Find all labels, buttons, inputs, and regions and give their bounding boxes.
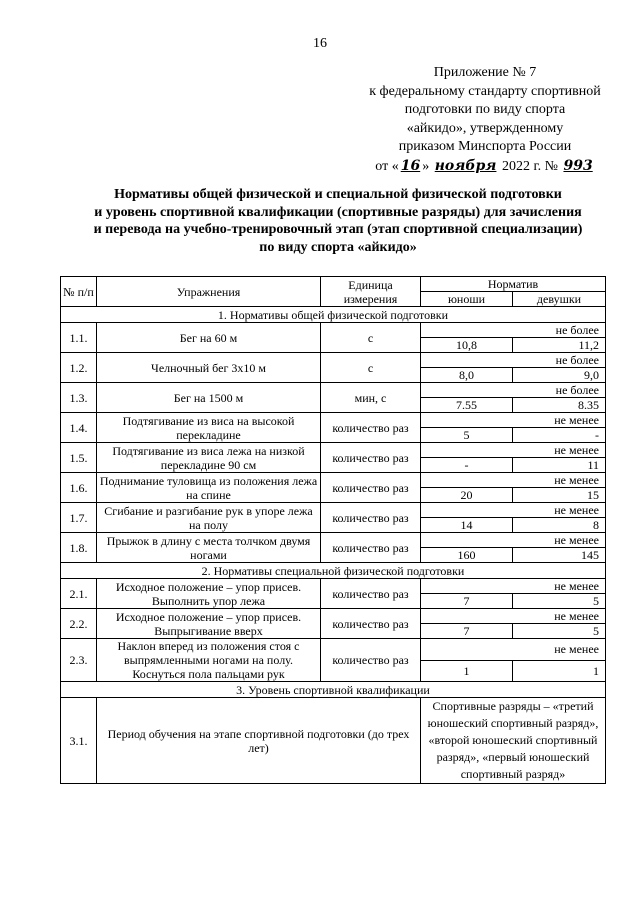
appendix-line: «айкидо», утвержденному <box>406 120 564 136</box>
row-unit: количество раз <box>321 639 421 682</box>
section-1-title: 1. Нормативы общей физической подготовки <box>61 307 606 323</box>
table-row <box>61 639 606 661</box>
title-line: по виду спорта «айкидо» <box>259 239 417 255</box>
title-line: Нормативы общей физической и специальной физической подготовки <box>114 187 562 202</box>
row-exercise: Сгибание и разгибание рук в упоре лежа на полу <box>97 503 321 533</box>
row-exercise: Наклон вперед из положения стоя с выпрямленными ногами на полу. Коснуться пола пальцами рук <box>97 639 321 682</box>
value-girls: 8.35 <box>513 398 606 413</box>
table-row <box>61 473 606 488</box>
appendix-line: подготовки по виду спорта <box>404 102 566 118</box>
row-unit: количество раз <box>321 413 421 443</box>
row-unit: количество раз <box>321 533 421 563</box>
row-exercise: Исходное положение – упор присев. Выпрыгивание вверх <box>97 609 321 639</box>
value-boys: 5 <box>421 428 513 443</box>
section-row <box>61 307 606 323</box>
handwritten-order-number: 993 <box>563 157 593 174</box>
table-row <box>61 698 606 784</box>
row-unit: количество раз <box>321 579 421 609</box>
header-row <box>61 277 606 292</box>
value-girls: 5 <box>513 624 606 639</box>
table-row <box>61 383 606 398</box>
row-unit: количество раз <box>321 609 421 639</box>
row-exercise: Поднимание туловища из положения лежа на спине <box>97 473 321 503</box>
title-line: и перевода на учебно-тренировочный этап (этап спортивной специализации) <box>93 222 583 237</box>
row-number: 1.7. <box>61 503 97 533</box>
value-girls: 8 <box>513 518 606 533</box>
order-date-line <box>340 157 630 177</box>
date-prefix: от « <box>375 158 399 174</box>
row-number: 2.2. <box>61 609 97 639</box>
section-row <box>61 563 606 579</box>
value-boys: 8,0 <box>421 368 513 383</box>
row-exercise: Период обучения на этапе спортивной подготовки (до трех лет) <box>97 698 421 784</box>
row-condition: не менее <box>421 413 606 428</box>
row-number: 1.1. <box>61 323 97 353</box>
header-num: № п/п <box>61 277 97 307</box>
row-number: 1.2. <box>61 353 97 383</box>
row-condition: не менее <box>421 579 606 594</box>
section-3-title: 3. Уровень спортивной квалификации <box>61 682 606 698</box>
row-condition: не менее <box>421 443 606 458</box>
value-boys: 1 <box>421 660 513 682</box>
header-boys: юноши <box>421 292 513 307</box>
row-number: 1.8. <box>61 533 97 563</box>
row-unit: с <box>321 323 421 353</box>
value-girls: 145 <box>513 548 606 563</box>
value-boys: 7.55 <box>421 398 513 413</box>
norms-table <box>60 276 606 784</box>
row-condition: не более <box>421 383 606 398</box>
page-number: 16 <box>313 36 327 51</box>
handwritten-month: ноября <box>434 157 497 174</box>
value-boys: 7 <box>421 624 513 639</box>
value-boys: 14 <box>421 518 513 533</box>
section-1-body <box>61 323 606 563</box>
appendix-block <box>340 64 630 177</box>
row-number: 1.3. <box>61 383 97 413</box>
value-girls: 1 <box>513 660 606 682</box>
table-row <box>61 609 606 624</box>
value-girls: 11 <box>513 458 606 473</box>
row-exercise: Подтягивание из виса лежа на низкой перекладине 90 см <box>97 443 321 473</box>
table-row <box>61 353 606 368</box>
row-exercise: Подтягивание из виса на высокой перекладине <box>97 413 321 443</box>
row-condition: не более <box>421 353 606 368</box>
row-unit: количество раз <box>321 443 421 473</box>
appendix-title: Приложение № 7 <box>433 65 537 80</box>
row-exercise: Бег на 60 м <box>97 323 321 353</box>
row-condition: не менее <box>421 609 606 624</box>
section-row <box>61 682 606 698</box>
section-2-body <box>61 579 606 682</box>
header-exercise: Упражнения <box>97 277 321 307</box>
row-condition: не менее <box>421 639 606 661</box>
row-condition: не менее <box>421 533 606 548</box>
row-condition: не более <box>421 323 606 338</box>
value-boys: 160 <box>421 548 513 563</box>
header-unit: Единица измерения <box>321 277 421 307</box>
table-row <box>61 579 606 594</box>
row-exercise: Бег на 1500 м <box>97 383 321 413</box>
value-girls: 15 <box>513 488 606 503</box>
value-boys: 20 <box>421 488 513 503</box>
table-row <box>61 413 606 428</box>
row-number: 2.1. <box>61 579 97 609</box>
table-row <box>61 533 606 548</box>
handwritten-day: 16 <box>400 157 421 174</box>
row-qualification: Спортивные разряды – «третий юношеский спортивный разряд», «второй юношеский спортивный разряд», «первый юношеский спортивный разряд» <box>421 698 606 784</box>
row-unit: количество раз <box>321 473 421 503</box>
document-title <box>60 186 616 256</box>
appendix-line: приказом Минспорта России <box>398 139 572 155</box>
appendix-line: к федеральному стандарту спортивной <box>369 83 601 99</box>
value-boys: - <box>421 458 513 473</box>
row-number: 1.5. <box>61 443 97 473</box>
date-mid: » <box>422 158 430 174</box>
row-unit: мин, с <box>321 383 421 413</box>
table-row <box>61 503 606 518</box>
row-number: 3.1. <box>61 698 97 784</box>
order-year: 2022 г. № <box>501 158 558 174</box>
value-girls: 9,0 <box>513 368 606 383</box>
row-condition: не менее <box>421 473 606 488</box>
row-exercise: Исходное положение – упор присев. Выполнить упор лежа <box>97 579 321 609</box>
row-unit: с <box>321 353 421 383</box>
row-number: 1.4. <box>61 413 97 443</box>
header-norm: Норматив <box>421 277 606 292</box>
row-exercise: Челночный бег 3х10 м <box>97 353 321 383</box>
row-unit: количество раз <box>321 503 421 533</box>
row-exercise: Прыжок в длину с места толчком двумя ногами <box>97 533 321 563</box>
value-girls: 5 <box>513 594 606 609</box>
row-number: 2.3. <box>61 639 97 682</box>
title-line: и уровень спортивной квалификации (спортивные разряды) для зачисления <box>94 204 582 220</box>
row-condition: не менее <box>421 503 606 518</box>
value-girls: 11,2 <box>513 338 606 353</box>
value-girls: - <box>513 428 606 443</box>
value-boys: 7 <box>421 594 513 609</box>
header-girls: девушки <box>513 292 606 307</box>
row-number: 1.6. <box>61 473 97 503</box>
table-row <box>61 443 606 458</box>
section-2-title: 2. Нормативы специальной физической подготовки <box>61 563 606 579</box>
table-row <box>61 323 606 338</box>
value-boys: 10,8 <box>421 338 513 353</box>
